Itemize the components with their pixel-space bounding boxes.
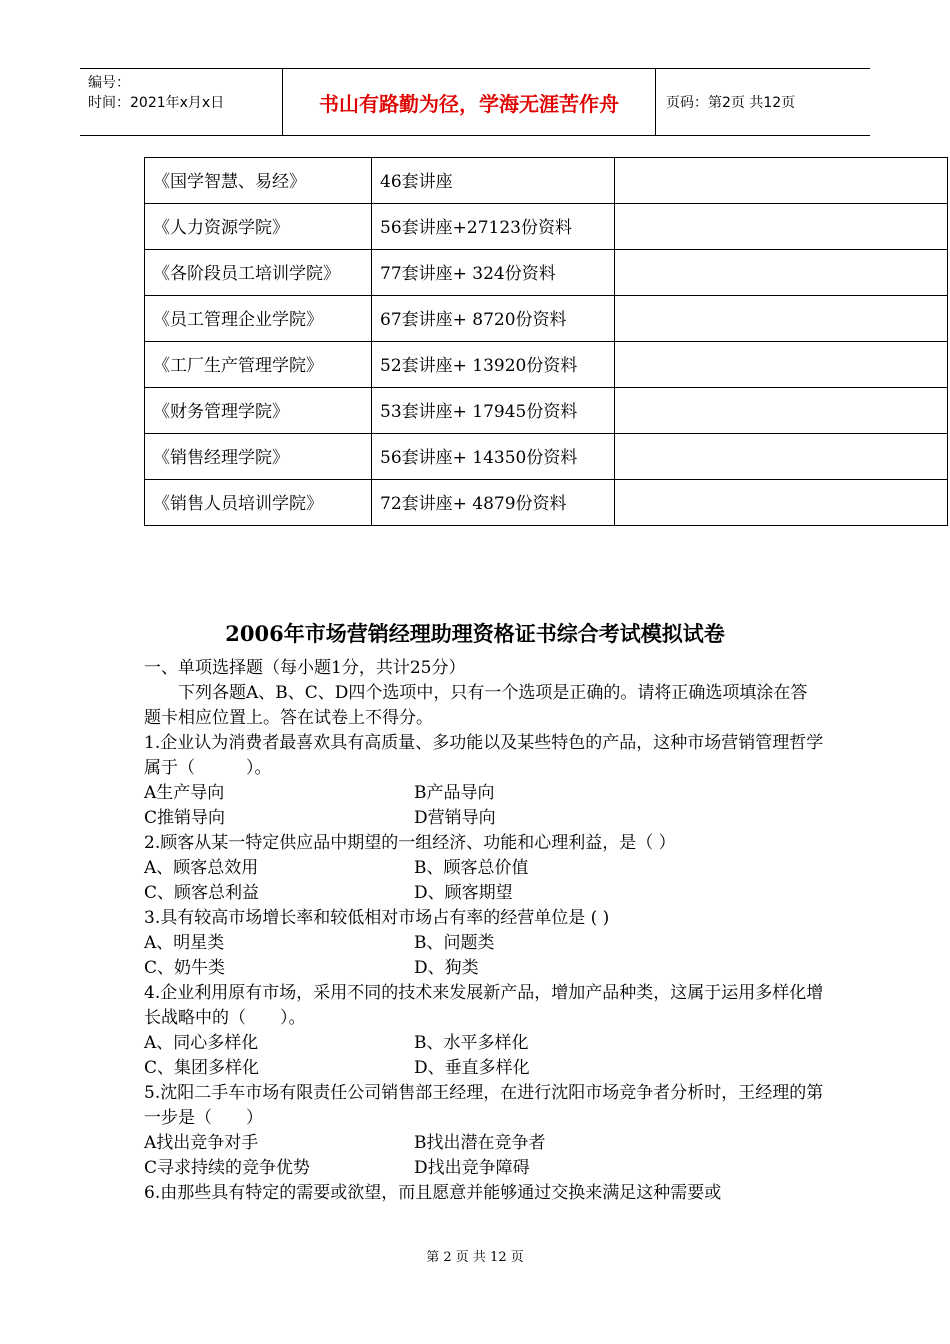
option: A生产导向 <box>144 783 225 803</box>
time-label: 时间：2021年x月x日 <box>88 95 225 111</box>
course-extra <box>615 480 948 526</box>
question-stem: 1.企业认为消费者最喜欢具有高质量、多功能以及某些特色的产品，这种市场营销管理哲学属于（ ）。 <box>144 733 824 778</box>
option-row <box>144 956 824 981</box>
table-row <box>145 434 948 480</box>
option-row <box>144 1031 824 1056</box>
option-row <box>144 856 824 881</box>
option-row <box>144 1056 824 1081</box>
course-content: 72套讲座+ 4879份资料 <box>372 480 615 526</box>
course-content: 56套讲座+ 14350份资料 <box>372 434 615 480</box>
course-extra <box>615 250 948 296</box>
option-row <box>144 806 824 831</box>
course-content: 53套讲座+ 17945份资料 <box>372 388 615 434</box>
option: B、水平多样化 <box>414 1033 529 1053</box>
course-extra <box>615 158 948 204</box>
page-header <box>80 68 870 136</box>
option: B找出潜在竞争者 <box>414 1133 546 1153</box>
course-name: 《员工管理企业学院》 <box>145 296 372 342</box>
option: A、顾客总效用 <box>144 858 259 878</box>
option-row <box>144 881 824 906</box>
section-heading: 一、单项选择题（每小题1分，共计25分） <box>144 658 466 678</box>
course-name: 《财务管理学院》 <box>145 388 372 434</box>
option: A找出竞争对手 <box>144 1133 259 1153</box>
course-name: 《国学智慧、易经》 <box>145 158 372 204</box>
course-extra <box>615 388 948 434</box>
course-name: 《工厂生产管理学院》 <box>145 342 372 388</box>
header-motto: 书山有路勤为径，学海无涯苦作舟 <box>283 69 656 135</box>
option: C推销导向 <box>144 808 226 828</box>
option: B产品导向 <box>414 783 495 803</box>
question-stem: 3.具有较高市场增长率和较低相对市场占有率的经营单位是 ( ) <box>144 908 610 928</box>
course-content: 52套讲座+ 13920份资料 <box>372 342 615 388</box>
table-row <box>145 296 948 342</box>
option: A、同心多样化 <box>144 1033 259 1053</box>
course-extra <box>615 296 948 342</box>
table-row <box>145 204 948 250</box>
option: B、顾客总价值 <box>414 858 529 878</box>
course-extra <box>615 342 948 388</box>
option: C、顾客总利益 <box>144 883 260 903</box>
option: D、垂直多样化 <box>414 1058 530 1078</box>
instructions: 下列各题A、B、C、D四个选项中，只有一个选项是正确的。请将正确选项填涂在答题卡相应位置上。答在试卷上不得分。 <box>144 683 808 728</box>
option-row <box>144 931 824 956</box>
course-extra <box>615 204 948 250</box>
exam-title: 2006年市场营销经理助理资格证书综合考试模拟试卷 <box>225 621 725 646</box>
option: C、集团多样化 <box>144 1058 260 1078</box>
option: D、顾客期望 <box>414 883 513 903</box>
course-extra <box>615 434 948 480</box>
table-row <box>145 388 948 434</box>
question-stem: 2.顾客从某一特定供应品中期望的一组经济、功能和心理利益，是（ ） <box>144 833 676 853</box>
exam-body <box>144 656 824 1206</box>
option: A、明星类 <box>144 933 225 953</box>
option: D营销导向 <box>414 808 496 828</box>
table-row <box>145 342 948 388</box>
table-row <box>145 480 948 526</box>
number-label: 编号： <box>88 75 130 91</box>
header-meta <box>80 69 283 135</box>
question-list <box>144 731 824 1206</box>
question-stem: 6.由那些具有特定的需要或欲望，而且愿意并能够通过交换来满足这种需要或 <box>144 1183 722 1203</box>
course-content: 77套讲座+ 324份资料 <box>372 250 615 296</box>
course-name: 《各阶段员工培训学院》 <box>145 250 372 296</box>
option-row <box>144 1156 824 1181</box>
question-stem: 4.企业利用原有市场，采用不同的技术来发展新产品，增加产品种类，这属于运用多样化增长战略中的（ ）。 <box>144 983 824 1028</box>
course-table <box>144 157 948 526</box>
course-name: 《销售经理学院》 <box>145 434 372 480</box>
option: B、问题类 <box>414 933 495 953</box>
course-name: 《销售人员培训学院》 <box>145 480 372 526</box>
course-content: 67套讲座+ 8720份资料 <box>372 296 615 342</box>
option: C寻求持续的竞争优势 <box>144 1158 311 1178</box>
option-row <box>144 1131 824 1156</box>
course-content: 46套讲座 <box>372 158 615 204</box>
option: D找出竞争障碍 <box>414 1158 530 1178</box>
page-footer: 第 2 页 共 12 页 <box>426 1250 524 1265</box>
header-page-info: 页码：第2页 共12页 <box>666 95 796 111</box>
option-row <box>144 781 824 806</box>
option: C、奶牛类 <box>144 958 226 978</box>
course-name: 《人力资源学院》 <box>145 204 372 250</box>
table-row <box>145 250 948 296</box>
option: D、狗类 <box>414 958 479 978</box>
question-stem: 5.沈阳二手车市场有限责任公司销售部王经理，在进行沈阳市场竞争者分析时，王经理的第一步是（ ） <box>144 1083 824 1128</box>
table-row <box>145 158 948 204</box>
course-content: 56套讲座+27123份资料 <box>372 204 615 250</box>
